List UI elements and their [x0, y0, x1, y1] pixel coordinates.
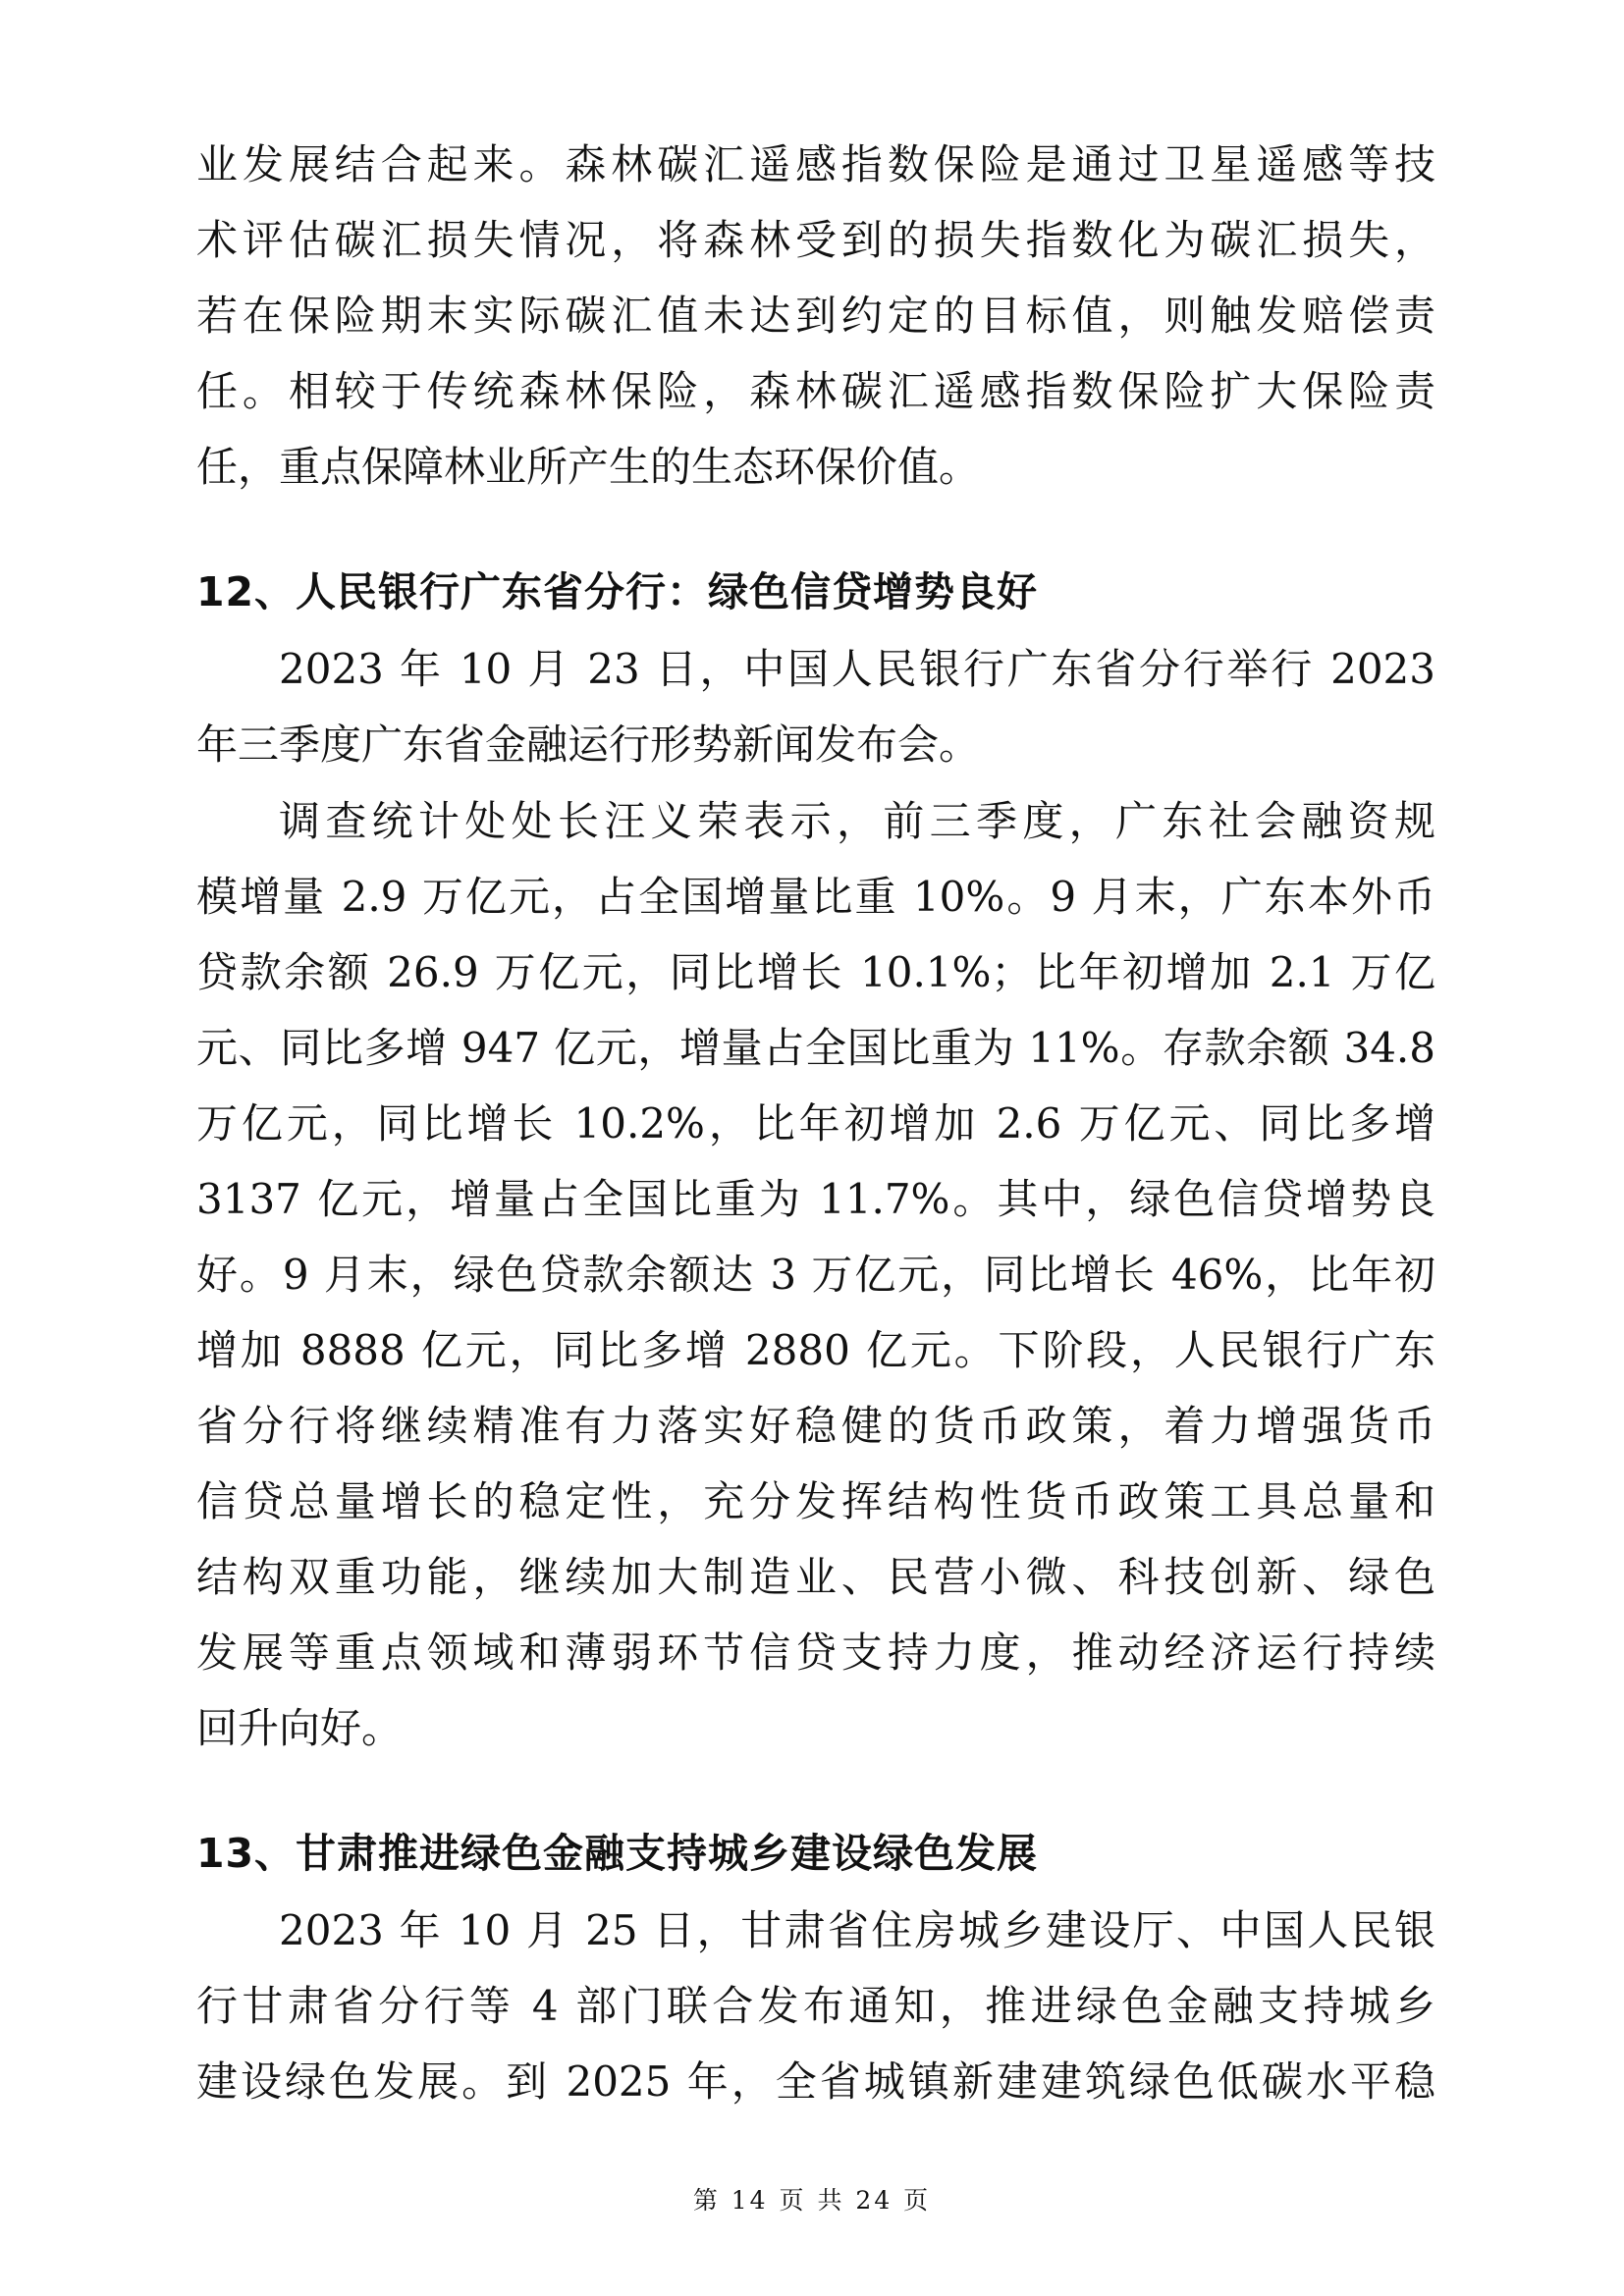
body-text-line: 任。相较于传统森林保险，森林碳汇遥感指数保险扩大保险责 [196, 367, 1435, 415]
body-text-line: 信贷总量增长的稳定性，充分发挥结构性货币政策工具总量和 [196, 1477, 1435, 1525]
body-text-line: 业发展结合起来。森林碳汇遥感指数保险是通过卫星遥感等技 [196, 140, 1435, 188]
body-text-line: 2023 年 10 月 23 日，中国人民银行广东省分行举行 2023 [279, 645, 1435, 693]
body-text-line: 万亿元，同比增长 10.2%，比年初增加 2.6 万亿元、同比多增 [196, 1099, 1435, 1148]
body-text-line: 模增量 2.9 万亿元，占全国增量比重 10%。9 月末，广东本外币 [196, 873, 1435, 921]
body-text-line: 年三季度广东省金融运行形势新闻发布会。 [196, 721, 981, 769]
body-text-line: 贷款余额 26.9 万亿元，同比增长 10.1%；比年初增加 2.1 万亿 [196, 948, 1435, 996]
section-heading: 12、人民银行广东省分行：绿色信贷增势良好 [196, 568, 1039, 615]
body-text-line: 增加 8888 亿元，同比多增 2880 亿元。下阶段，人民银行广东 [196, 1326, 1435, 1374]
body-text-line: 术评估碳汇损失情况，将森林受到的损失指数化为碳汇损失， [196, 216, 1435, 264]
body-text-line: 好。9 月末，绿色贷款余额达 3 万亿元，同比增长 46%，比年初 [196, 1251, 1435, 1299]
body-text-line: 元、同比多增 947 亿元，增量占全国比重为 11%。存款余额 34.8 [196, 1024, 1435, 1072]
body-text-line: 2023 年 10 月 25 日，甘肃省住房城乡建设厅、中国人民银 [279, 1906, 1435, 1954]
body-text-line: 任，重点保障林业所产生的生态环保价值。 [196, 443, 981, 491]
page-number-footer: 第 14 页 共 24 页 [692, 2186, 932, 2215]
body-text-line: 建设绿色发展。到 2025 年，全省城镇新建建筑绿色低碳水平稳 [196, 2057, 1435, 2106]
section-heading: 13、甘肃推进绿色金融支持城乡建设绿色发展 [196, 1830, 1039, 1877]
body-text-line: 调查统计处处长汪义荣表示，前三季度，广东社会融资规 [279, 797, 1435, 845]
body-text-line: 发展等重点领域和薄弱环节信贷支持力度，推动经济运行持续 [196, 1629, 1435, 1677]
body-text-line: 3137 亿元，增量占全国比重为 11.7%。其中，绿色信贷增势良 [196, 1175, 1435, 1223]
body-text-line: 若在保险期末实际碳汇值未达到约定的目标值，则触发赔偿责 [196, 292, 1435, 340]
body-text-line: 回升向好。 [196, 1704, 404, 1752]
body-text-line: 结构双重功能，继续加大制造业、民营小微、科技创新、绿色 [196, 1553, 1435, 1601]
body-text-line: 省分行将继续精准有力落实好稳健的货币政策，着力增强货币 [196, 1402, 1435, 1450]
body-text-line: 行甘肃省分行等 4 部门联合发布通知，推进绿色金融支持城乡 [196, 1982, 1435, 2030]
